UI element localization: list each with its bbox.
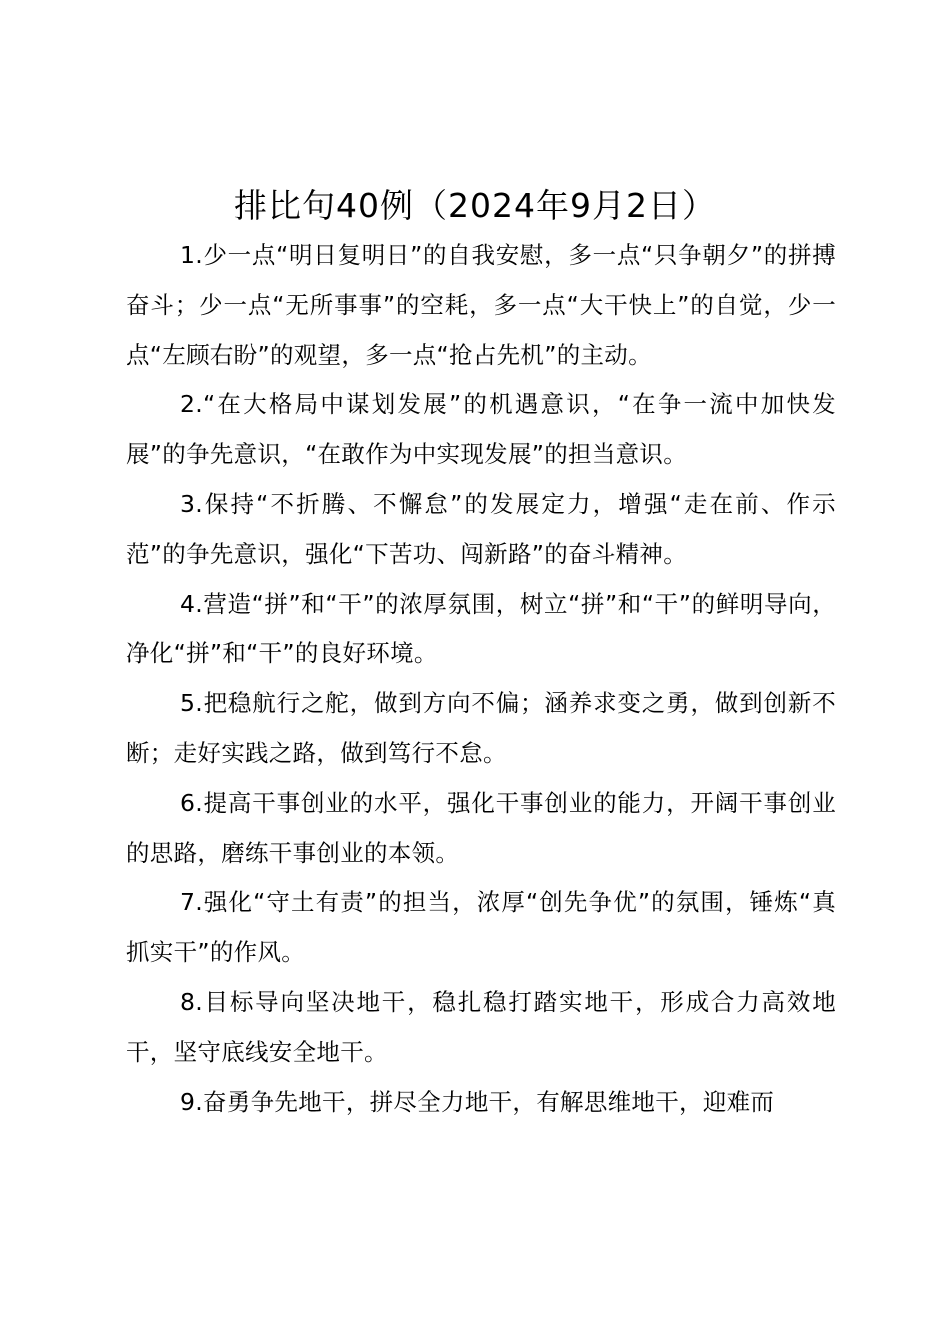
document-body (126, 231, 836, 1127)
paragraph-7: 7.强化“守土有责”的担当，浓厚“创先争优”的氛围，锤炼“真抓实干”的作风。 (126, 888, 836, 967)
paragraph-1: 1.少一点“明日复明日”的自我安慰，多一点“只争朝夕”的拼搏奋斗；少一点“无所事事”的空耗，多一点“大干快上”的自觉，少一点“左顾右盼”的观望，多一点“抢占先机”的主动。 (126, 241, 836, 369)
paragraph-6: 6.提高干事创业的水平，强化干事创业的能力，开阔干事创业的思路，磨练干事创业的本领。 (126, 788, 836, 867)
paragraph-2: 2.“在大格局中谋划发展”的机遇意识，“在争一流中加快发展”的争先意识，“在敢作为中实现发展”的担当意识。 (126, 390, 836, 469)
paragraph-3: 3.保持“不折腾、不懈怠”的发展定力，增强“走在前、作示范”的争先意识，强化“下苦功、闯新路”的奋斗精神。 (126, 489, 836, 568)
paragraph-9: 9.奋勇争先地干，拼尽全力地干，有解思维地干，迎难而 (180, 1087, 775, 1116)
paragraph-5: 5.把稳航行之舵，做到方向不偏；涵养求变之勇，做到创新不断；走好实践之路，做到笃行不怠。 (126, 689, 836, 767)
document-title: 排比句40例（2024年9月2日） (234, 186, 716, 225)
paragraph-8: 8.目标导向坚决地干，稳扎稳打踏实地干，形成合力高效地干，坚守底线安全地干。 (126, 987, 836, 1066)
paragraph-4: 4.营造“拼”和“干”的浓厚氛围，树立“拼”和“干”的鲜明导向，净化“拼”和“干”的良好环境。 (126, 589, 836, 668)
